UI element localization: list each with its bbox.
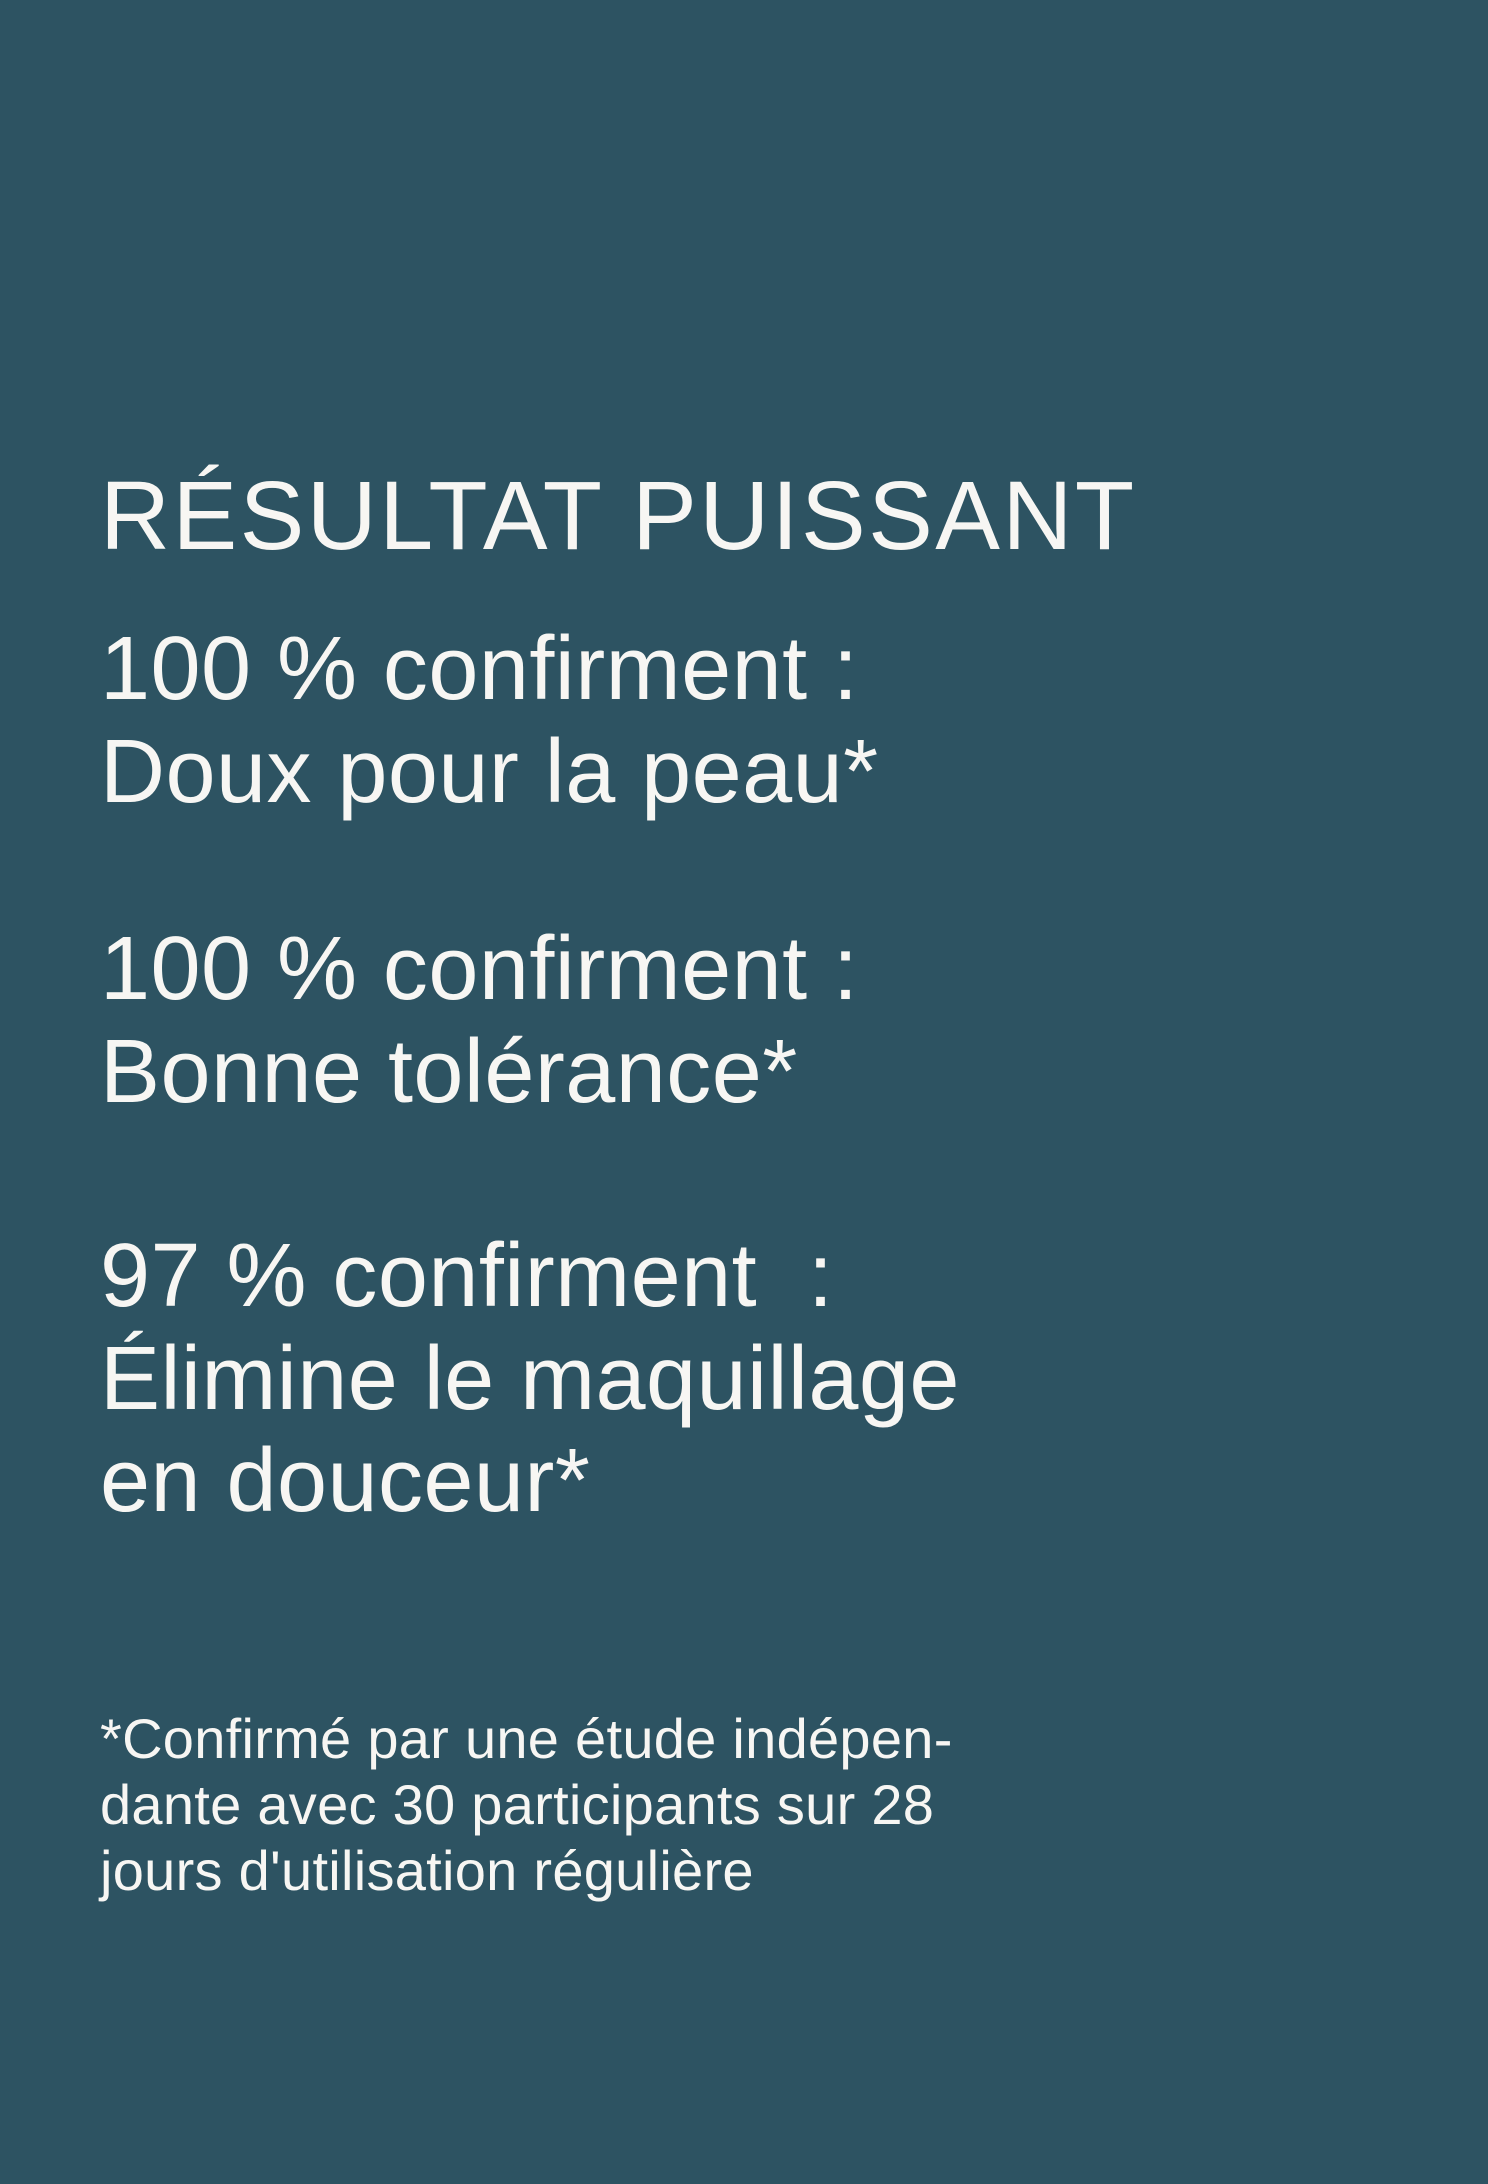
footnote-line: dante avec 30 participants sur 28 — [100, 1773, 935, 1837]
stat-claim-line-continued: en douceur* — [100, 1431, 591, 1532]
study-footnote — [100, 1706, 953, 1904]
stat-percentage-line: 100 % confirment : — [100, 619, 859, 719]
footnote-line: jours d'utilisation régulière — [100, 1839, 754, 1903]
stat-percentage-line: 97 % confirment : — [100, 1226, 834, 1326]
stat-claim-line: Bonne tolérance* — [100, 1021, 798, 1122]
stat-block-elimine-maquillage — [100, 1225, 960, 1533]
stat-claim-line: Doux pour la peau* — [100, 721, 879, 822]
stat-percentage-line: 100 % confirment : — [100, 919, 859, 1019]
page-title: RÉSULTAT PUISSANT — [100, 460, 1137, 570]
stat-block-doux-pour-la-peau — [100, 618, 879, 823]
stat-block-bonne-tolerance — [100, 918, 858, 1123]
footnote-line: *Confirmé par une étude indépen- — [100, 1707, 953, 1770]
stat-claim-line: Élimine le maquillage — [100, 1328, 960, 1429]
